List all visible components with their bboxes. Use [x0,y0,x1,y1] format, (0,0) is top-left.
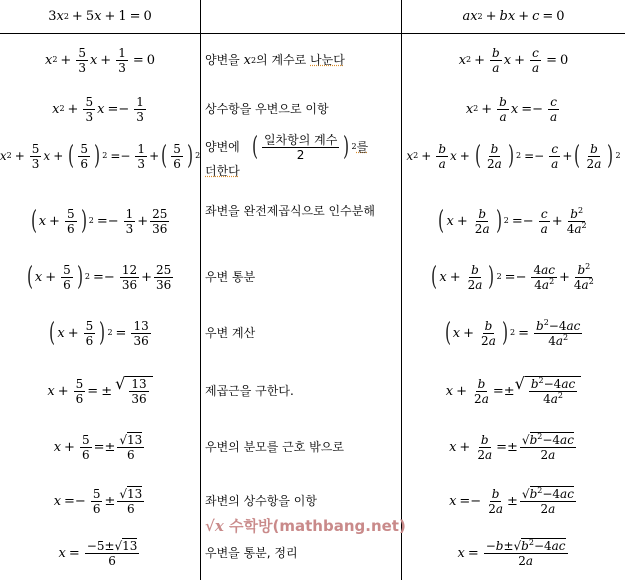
step-8-numeric: x + $\frac{5}{6}$ =± $\frac{√13}{6}$ [53,432,143,462]
step-7-numeric: x + $\frac{5}{6}$ = ± √ $\frac{13}{36}$ [0,366,200,416]
step-2-numeric: x 2 + $\frac{5}{3}$ x =− $\frac{1}{3}$ [52,94,144,124]
step-10-description: 우변을 통분, 정리 [205,546,298,560]
step-row-3 [0,134,625,178]
step-2-general: x 2 + $\frac{b}{a}$ x =− $\frac{c}{a}$ [465,94,558,124]
step-4-description: 좌변을 완전제곱식으로 인수분해 [205,204,375,218]
header-divider [0,33,625,34]
step-6-general: ( x + $\frac{b}{2a}$ ) 2 = $\frac{b^2-4ac}{4a^2}$ [444,317,581,348]
step-10-general: x = $\frac{-b\pm√b^2-4ac}{2a}$ [457,537,566,568]
step-5-description: 우변 통분 [205,270,256,284]
step-row-2 [0,87,625,131]
step-row-5 [0,254,625,300]
step-7-general: x + $\frac{b}{2a}$ =± √ $\frac{b^2-4ac}{4a^2}$ [402,366,625,416]
step-8-description: 우변의 분모를 근호 밖으로 [205,440,344,454]
header-row [0,0,625,33]
step-6-numeric: ( x + $\frac{5}{6}$ ) 2 = $\frac{13}{36}$ [49,318,149,348]
step-8-general: x + $\frac{b}{2a}$ =± $\frac{√b^2-4ac}{2a}$ [449,431,574,462]
header-numeric: 3 x 2 + 5 x + 1 = 0 [48,9,152,24]
step-row-4 [0,198,625,244]
step-row-1 [0,38,625,82]
step-1-description: 양변을 x 2 의 계수로 나눈다 [205,52,345,68]
step-row-10 [0,530,625,576]
step-row-7 [0,366,625,416]
step-2-description: 상수항을 우변으로 이항 [205,102,329,116]
step-1-numeric: x 2 + $\frac{5}{3}$ x + $\frac{1}{3}$ = 0 [44,45,156,75]
header-general: ax 2 + bx + c = 0 [462,9,565,24]
step-9-description: 좌변의 상수항을 이항 [205,494,317,508]
step-row-8 [0,424,625,470]
step-row-6 [0,310,625,356]
step-5-general: ( x + $\frac{b}{2a}$ ) 2 =− $\frac{4ac}{4a^2}$ + $\frac{b^2}{4a^2}$ [431,261,594,292]
step-3-numeric: x 2 + $\frac{5}{3}$ x + ( $\frac{5}{6}$ ) 2 =− $\frac{1}{3}$ + ( $\frac{5}{6}$ ) 2 [0,141,201,171]
step-4-general: ( x + $\frac{b}{2a}$ ) 2 =− $\frac{c}{a}$ + $\frac{b^2}{4a^2}$ [438,205,587,236]
step-4-numeric: ( x + $\frac{5}{6}$ ) 2 =− $\frac{1}{3}$ + $\frac{25}{36}$ [30,206,168,236]
step-9-numeric: x =− $\frac{5}{6}$ ± $\frac{√13}{6}$ [53,486,143,516]
step-3-general: x 2 + $\frac{b}{a}$ x + ( $\frac{b}{2a}$ ) 2 =− $\frac{c}{a}$ + ( $\frac{b}{2a}$ ) 2 [406,141,621,171]
step-9-general: x =− $\frac{b}{2a}$ ± $\frac{√b^2-4ac}{2a}$ [449,485,574,516]
sqrt-x-logo-icon: √x [205,517,224,535]
step-5-numeric: ( x + $\frac{5}{6}$ ) 2 =− $\frac{12}{36}$ + $\frac{25}{36}$ [26,262,172,292]
step-7-description: 제곱근을 구한다. [205,384,294,398]
step-3-description: 양변에 ( $\frac{\text{일차항의 계수}}{2}$ ) 2 를 더한다 [205,132,369,178]
step-1-general: x 2 + $\frac{b}{a}$ x + $\frac{c}{a}$ = 0 [458,45,569,75]
watermark-label: 수학방(mathbang.net) [229,517,406,535]
step-6-description: 우변 계산 [205,326,256,340]
step-10-numeric: x = $\frac{-5\pm√13}{6}$ [58,538,138,568]
